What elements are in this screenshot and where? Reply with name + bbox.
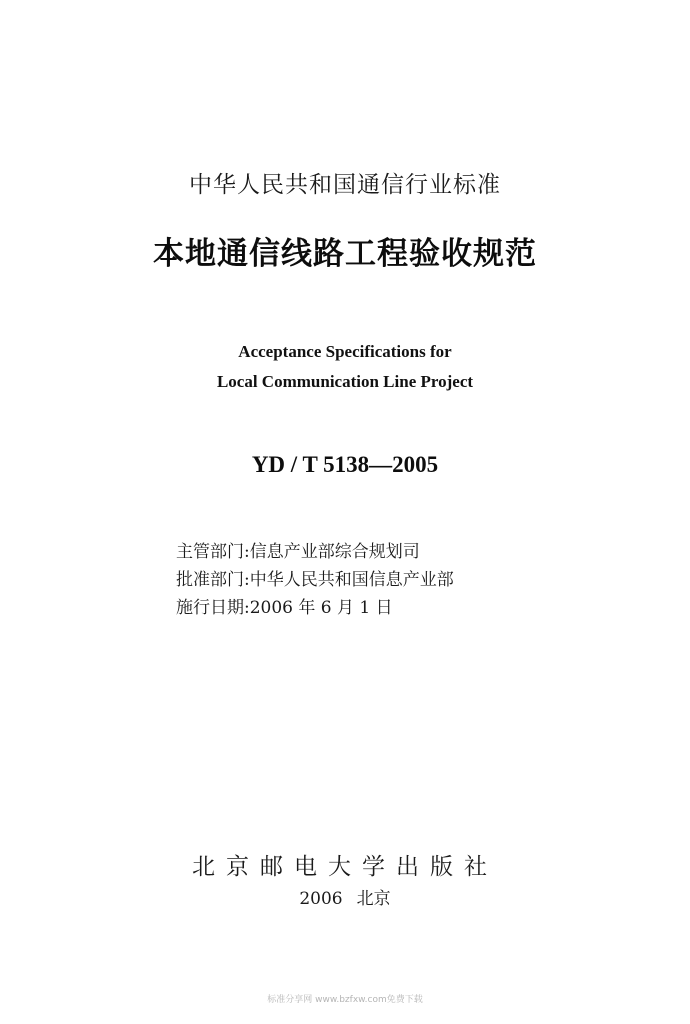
publication-year-place <box>0 884 690 909</box>
publication-city: 北京 <box>356 889 391 909</box>
document-title-english <box>0 337 690 397</box>
document-title-chinese: 本地通信线路工程验收规范 <box>153 236 537 272</box>
effective-date: 施行日期:2006 年 6 月 1 日 <box>176 598 393 618</box>
publication-year: 2006 <box>299 889 343 909</box>
publisher-name: 北京邮电大学出版社 <box>192 854 498 880</box>
title-english-line-2: Local Communication Line Project <box>216 372 474 391</box>
approval-department: 批准部门:中华人民共和国信息产业部 <box>176 570 454 590</box>
document-metadata <box>176 538 454 622</box>
download-watermark: 标准分享网 www.bzfxw.com免费下载 <box>267 995 423 1005</box>
industry-standard-heading: 中华人民共和国通信行业标准 <box>189 172 501 198</box>
competent-department: 主管部门:信息产业部综合规划司 <box>176 542 420 562</box>
standard-code: YD / T 5138—2005 <box>251 452 439 477</box>
title-english-line-1: Acceptance Specifications for <box>238 342 452 361</box>
